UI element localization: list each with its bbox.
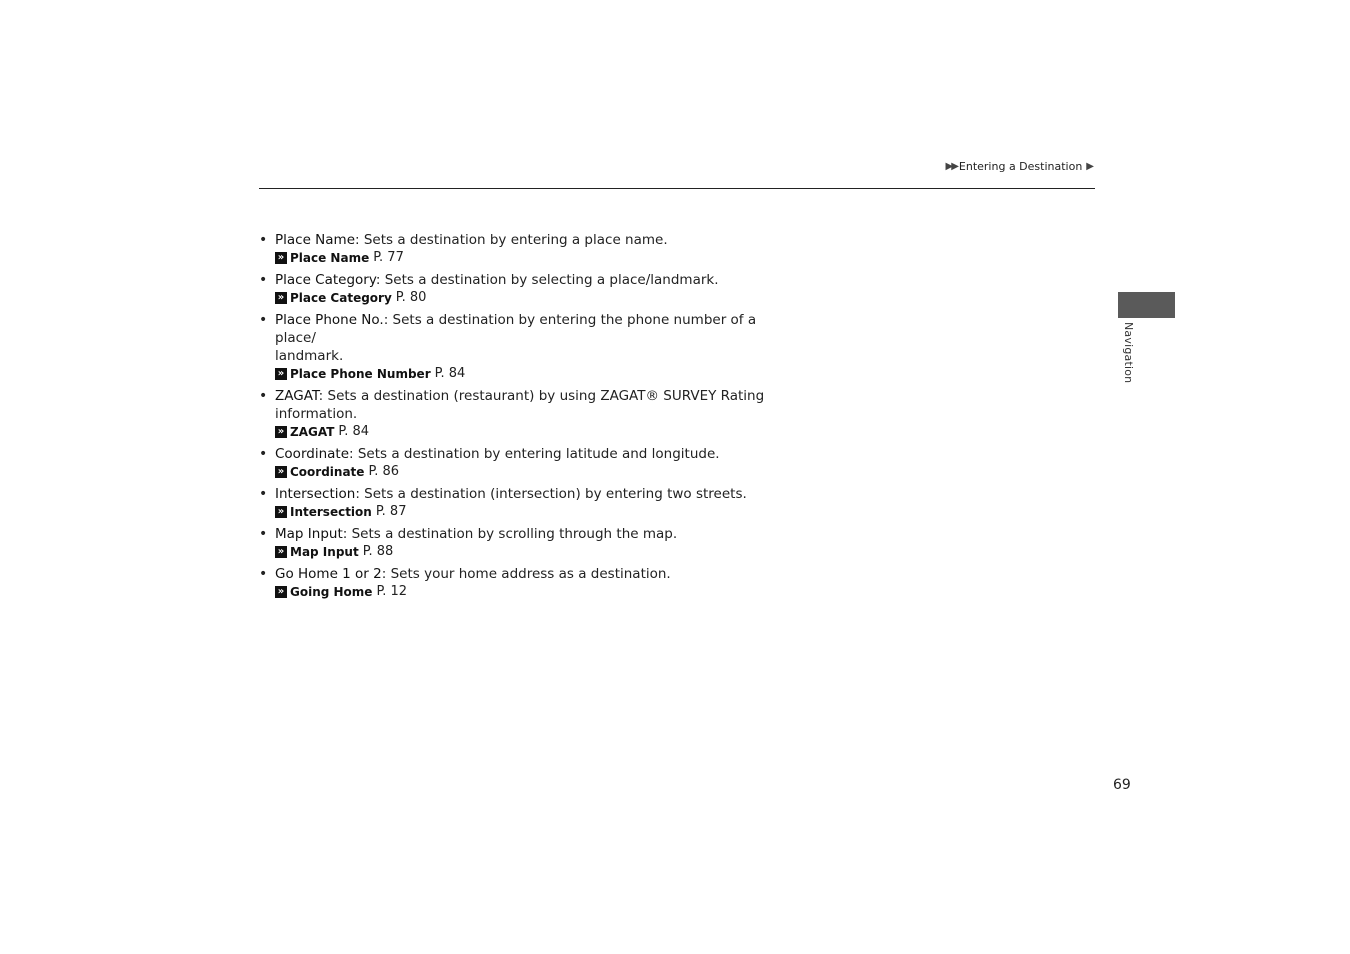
double-triangle-icon: ▶▶ [945,161,957,172]
reference-page[interactable]: P. 86 [368,464,400,479]
reference-page[interactable]: P. 87 [375,504,407,519]
option-description: : Sets a destination by entering the phone number of a place/ [275,312,757,346]
breadcrumb-label[interactable]: Entering a Destination [958,160,1083,173]
option-description: : Sets a destination by scrolling through the map. [342,526,678,542]
option-term: Go Home 1 or 2 [275,566,382,582]
reference-arrow-icon: » [275,586,287,598]
cross-reference-link[interactable] [275,463,779,481]
bullet-icon: • [259,388,268,404]
bullet-icon: • [259,272,268,288]
header-divider [259,188,1095,189]
reference-title[interactable]: Place Name [290,251,370,265]
cross-reference-link[interactable] [275,249,779,267]
bullet-icon: • [259,566,268,582]
option-term: Place Category [275,272,376,288]
list-item [259,271,779,307]
reference-page[interactable]: P. 77 [373,250,404,265]
reference-page[interactable]: P. 84 [338,424,370,439]
bullet-icon: • [259,312,268,328]
bullet-icon: • [259,526,268,542]
cross-reference-link[interactable] [275,365,779,383]
option-description: : Sets a destination (restaurant) by using ZAGAT® SURVEY Rating [318,388,765,404]
reference-arrow-icon: » [275,292,287,304]
section-tab-label: Navigation [1122,322,1135,384]
list-item [259,525,779,561]
option-description: : Sets a destination (intersection) by entering two streets. [355,486,747,502]
destination-options-list [259,231,779,605]
reference-title[interactable]: Place Category [290,291,392,305]
bullet-icon: • [259,446,268,462]
option-term: ZAGAT [275,388,319,404]
reference-page[interactable]: P. 80 [395,290,427,305]
cross-reference-link[interactable] [275,583,779,601]
triangle-icon: ▶ [1086,161,1094,172]
cross-reference-link[interactable] [275,289,779,307]
option-term: Map Input [275,526,343,542]
reference-arrow-icon: » [275,426,287,438]
option-description: : Sets a destination by selecting a place/landmark. [375,272,719,288]
option-description-continued: information. [275,406,358,422]
page-number: 69 [1113,777,1131,793]
reference-title[interactable]: Intersection [290,505,372,519]
reference-arrow-icon: » [275,506,287,518]
option-term: Place Phone No. [275,312,384,328]
cross-reference-link[interactable] [275,543,779,561]
option-description: : Sets your home address as a destination. [381,566,671,582]
list-item [259,311,779,383]
breadcrumb [946,160,1094,173]
reference-page[interactable]: P. 12 [376,584,408,599]
reference-page[interactable]: P. 88 [362,544,394,559]
option-description-continued: landmark. [275,348,344,364]
reference-page[interactable]: P. 84 [434,366,466,381]
list-item [259,485,779,521]
bullet-icon: • [259,486,268,502]
reference-arrow-icon: » [275,546,287,558]
option-term: Coordinate [275,446,350,462]
cross-reference-link[interactable] [275,503,779,521]
reference-arrow-icon: » [275,252,287,264]
list-item [259,387,779,441]
list-item [259,445,779,481]
option-term: Intersection [275,486,356,502]
reference-arrow-icon: » [275,368,287,380]
cross-reference-link[interactable] [275,423,779,441]
section-tab[interactable] [1118,292,1175,318]
list-item [259,565,779,601]
list-item [259,231,779,267]
reference-title[interactable]: ZAGAT [290,425,335,439]
reference-title[interactable]: Coordinate [290,465,365,479]
option-description: : Sets a destination by entering a place name. [355,232,668,248]
bullet-icon: • [259,232,268,248]
reference-title[interactable]: Going Home [290,585,373,599]
reference-arrow-icon: » [275,466,287,478]
option-description: : Sets a destination by entering latitude and longitude. [349,446,720,462]
option-term: Place Name [275,232,356,248]
reference-title[interactable]: Place Phone Number [290,367,431,381]
reference-title[interactable]: Map Input [290,545,359,559]
